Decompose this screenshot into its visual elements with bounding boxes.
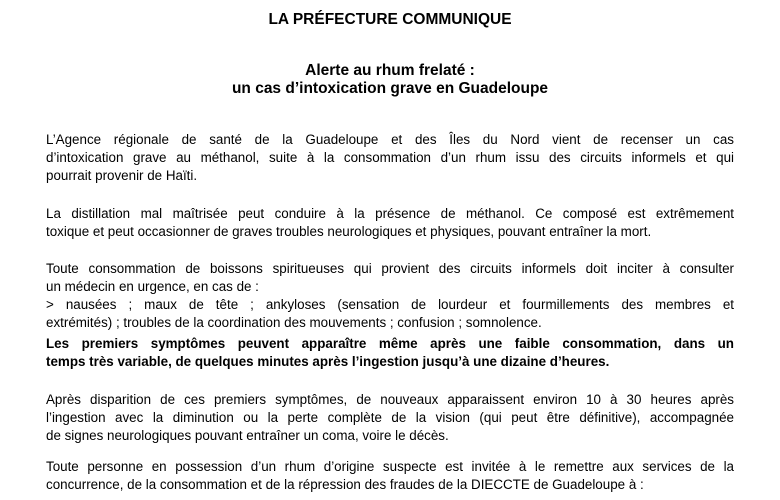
text-line: un médecin en urgence, en cas de :	[46, 279, 259, 294]
text-line: toxique et peut occasionner de graves troubles neurologiques et physiques, pouvant entraîner la mort.	[46, 224, 652, 239]
text-line: Les premiers symptômes peuvent apparaître même après une faible consommation, dans un	[46, 336, 734, 351]
text-line: concurrence, de la consommation et de la répression des fraudes de la DIECCTE de Guadeloupe à :	[46, 477, 644, 492]
text-line: de signes neurologiques pouvant entraîner un coma, voire le décès.	[46, 428, 449, 443]
text-line: l’ingestion avec la diminution ou la perte complète de la vision (qui peut être définitive), accompagnée	[46, 410, 734, 425]
text-line: La distillation mal maîtrisée peut conduire à la présence de méthanol. Ce composé est extrêmement	[46, 206, 734, 221]
paragraph-return-instructions	[46, 458, 734, 494]
paragraph-onset-warning	[46, 335, 734, 371]
text-line: d’intoxication grave au méthanol, suite à la consommation d’un rhum issu des circuits informels et qui	[46, 150, 734, 165]
text-line: Toute consommation de boissons spiritueuses qui provient des circuits informels doit inciter à consulter	[46, 261, 734, 276]
text-line: temps très variable, de quelques minutes après l’ingestion jusqu’à une dizaine d’heures.	[46, 354, 610, 369]
text-line: extrémités) ; troubles de la coordination des mouvements ; confusion ; somnolence.	[46, 315, 542, 330]
text-line: > nausées ; maux de tête ; ankyloses (sensation de lourdeur et fourmillements des membres et	[46, 297, 734, 312]
document-title: LA PRÉFECTURE COMMUNIQUE	[268, 11, 512, 28]
text-line: Toute personne en possession d’un rhum d’origine suspecte est invitée à le remettre aux services de la	[46, 459, 734, 474]
text-line: Après disparition de ces premiers symptômes, de nouveaux apparaissent environ 10 à 30 heures après	[46, 392, 734, 407]
paragraph-methanol-danger	[46, 205, 734, 241]
paragraph-later-symptoms	[46, 391, 734, 445]
alert-headline-line-1: Alerte au rhum frelaté :	[305, 62, 475, 79]
paragraph-symptoms-list	[46, 260, 734, 332]
text-line: pourrait provenir de Haïti.	[46, 168, 198, 183]
alert-headline-line-2: un cas d’intoxication grave en Guadeloupe	[231, 80, 549, 97]
paragraph-ars-announcement	[46, 131, 734, 185]
text-line: L’Agence régionale de santé de la Guadeloupe et des Îles du Nord vient de recenser un cas	[46, 132, 734, 147]
